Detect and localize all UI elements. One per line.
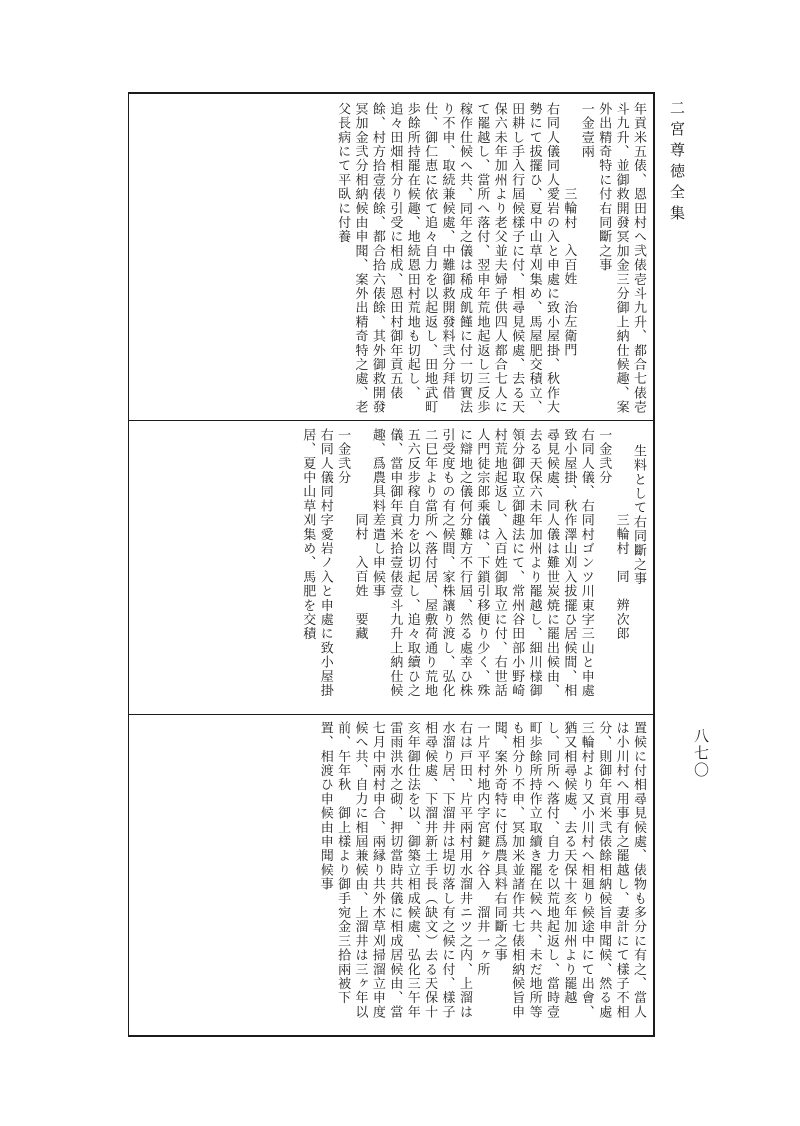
running-header-title: 二宮尊徳全集 (668, 100, 686, 226)
text-frame (128, 92, 655, 1037)
section-middle (142, 428, 647, 710)
entry-heading: 一金壹兩 (578, 102, 594, 159)
paragraph: 生料として右同斷之事 (631, 443, 646, 586)
paragraph: 年貢米五俵、恩田村へ弐俵壱斗九升、都合七俵壱斗九升、並御救開發冥加金三分御上納仕候趣、案外出精奇特に付右同斷之事 (596, 102, 646, 415)
paragraph: 右同人儀同村字愛岩ノ入と申處に致小屋掛居、夏中山草刈集め、馬肥を交積 (300, 428, 333, 698)
entry-heading: 一金弐分 (335, 428, 351, 485)
paragraph: 置候に付相尋見候處、俵物も多分に有之、當人は小川村へ用事有之罷越し、妻計にて樣子不相分、則御年貢米弐俵餘相納候旨申聞候、然る處三輪村より又小川村へ相廻り候途中にて出會、猶又相尋候處、去る天保十亥年加州より罷越し、同所へ落付、自力を以荒地起返し、當時壹町歩餘所持作立取續き罷在候へ共、未だ地所等も相分り不申、冥加米並諸作共七俵相納候旨申聞、案外奇特に付爲農具料右同斷之事 (491, 721, 646, 1020)
paragraph: 右同人儀同人愛岩の入と申處に致小屋掛、秋作大勢にて拔擺ひ、夏中山草刈集め、馬屋肥交積立、田耕し手入行屆候樣子に付、相尋見候處、去る天保六未年加州より老父並夫婦子供四人都合七人にて罷越し、當所へ落付、翌申年荒地起返し三反歩稼作仕候へ共、同年之儀は稀成飢饉に付一切實法り不申、取続兼候處、中難御救開發料弐分拜借仕、御仁恵に依て追々自力を以起返し、田地武町歩餘所持罷在候趣、地続恩田村荒地も切起し、追々田畑相分り引受に相成、恩田村御年貢五俵餘、村方拾壹俵餘、都合拾六俵餘、其外御救開發冥加金弐分相納候由申聞、案外出精奇特之處、老父長病にて平臥に付養 (335, 102, 559, 415)
section-top (142, 102, 647, 416)
section-divider (129, 714, 653, 715)
signature-line: 三輪村 入百姓 治左衛門 (561, 186, 577, 357)
section-bottom (142, 721, 647, 1032)
signature-line: 三輪村 同 辨次郎 (613, 512, 629, 641)
entry-heading: 一金弐分 (596, 428, 612, 485)
paragraph: 右同人儀、右同村ゴンツ川東字三山と申處致小屋掛、秋作澤山刈入拔擺ひ居候間、相尋見候處、同人儀は難世炭焼に罷出候由、去る天保六未年加州より罷越し、細川様御領分御取立御趣法にて、常州谷田部小野崎村荒地起返し、入百姓御取立に付、右世話人門徒宗郎乘儀は、下鎖引移便り少く、殊に辯地之儀何分難方不行屆、然る處幸ひ株引受度もの有之候間、家株讓り渡し、弘化二巳年より當所へ落付居、屋敷荷通り荒地五六反步稼自力を以切起し、追々取續ひ之儀、當申御年貢米拾壹俵壹斗九升上納仕候趣、爲農具料差遣し申候事 (369, 428, 594, 698)
entry-heading: 一片平村地内字宮鍵ヶ谷入 溜井一ヶ所 (474, 721, 490, 977)
signature-line: 同村 入百姓 要藏 (352, 512, 368, 641)
page-number: 八七〇 (692, 728, 710, 779)
paragraph: 右は戸田、片平兩村用水溜井ニツ之内、上溜は水溜り居、下溜井は堤切落し有之候に付、樣子相尋候處、下溜井新土手長（缺文）去る天保十亥年御仕法を以、御築立相成候處、弘化三午年雷雨洪水之砌、押切當時共儀に相成居候由、當七月中兩村申合、兩縁り共外木草刈掃溜立申度候へ共、自力に相屆兼候由、上溜井は三ヶ年以前、午年秋 御上樣より御手宛金三拾兩被下置、相渡ひ申候由申聞候事 (317, 721, 472, 1020)
section-divider (129, 420, 653, 421)
